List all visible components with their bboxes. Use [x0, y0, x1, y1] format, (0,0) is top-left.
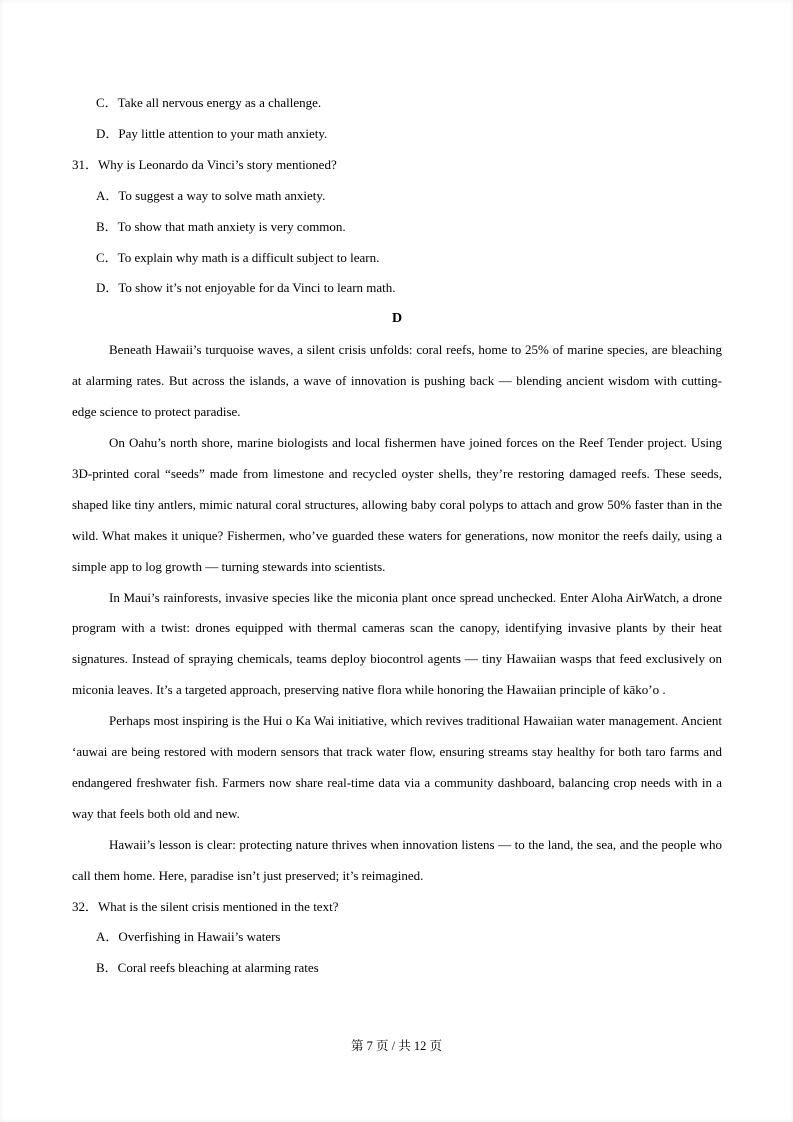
- option-text: Overfishing in Hawaii’s waters: [118, 929, 281, 945]
- question-31-stem: [72, 150, 722, 181]
- option-text: Take all nervous energy as a challenge.: [117, 95, 322, 110]
- option-label: A．: [96, 929, 119, 945]
- option-text: To show it’s not enjoyable for da Vinci to learn math.: [118, 280, 396, 296]
- option-line: [72, 922, 722, 953]
- question-text: Why is Leonardo da Vinci’s story mentioned?: [98, 156, 337, 172]
- option-text: To suggest a way to solve math anxiety.: [118, 187, 326, 203]
- question-32-stem: [72, 892, 722, 923]
- page-footer: [0, 1036, 793, 1056]
- question-text: What is the silent crisis mentioned in the text?: [98, 898, 339, 914]
- option-line: [72, 243, 722, 274]
- option-line: [72, 88, 722, 119]
- option-line: [72, 119, 722, 150]
- passage-paragraph: Beneath Hawaii’s turquoise waves, a silent crisis unfolds: coral reefs, home to 25% of marine species, are bleaching at alarming rates. But across the islands, a wave of innovation is pushing back — blending ancient wisdom with cutting-edge science to protect paradise.: [72, 342, 722, 420]
- option-label: B．: [96, 960, 118, 976]
- passage-paragraph: On Oahu’s north shore, marine biologists and local fishermen have joined forces on the Reef Tender project. Using 3D-printed coral “seeds” made from limestone and recycled oyster shells, they’re restoring damaged reefs. These seeds, shaped like tiny antlers, mimic natural coral structures, allowing baby coral polyps to attach and grow 50% faster than in the wild. What makes it unique? Fishermen, who’ve guarded these waters for generations, now monitor the reefs daily, using a simple app to log growth — turning stewards into scientists.: [72, 434, 722, 574]
- page-number-text: 第 7 页 / 共 12 页: [351, 1039, 442, 1053]
- option-label: A．: [96, 187, 119, 203]
- option-text: Coral reefs bleaching at alarming rates: [117, 960, 319, 976]
- option-label: C．: [96, 249, 118, 265]
- option-label: D．: [96, 125, 119, 141]
- page-content: [72, 88, 722, 984]
- option-line: [72, 953, 722, 984]
- question-number: 32．: [72, 898, 99, 914]
- option-label: B．: [96, 218, 118, 234]
- option-line: [72, 273, 722, 304]
- passage-section-heading: D: [391, 311, 403, 327]
- option-text: To show that math anxiety is very common.: [117, 218, 346, 234]
- option-line: [72, 181, 722, 212]
- passage-paragraph: In Maui’s rainforests, invasive species like the miconia plant once spread unchecked. Enter Aloha AirWatch, a drone program with a twist: drones equipped with thermal cameras scan the canopy, identifying invasive plants by their heat signatures. Instead of spraying chemicals, teams deploy biocontrol agents — tiny Hawaiian wasps that feed exclusively on miconia leaves. It’s a targeted approach, preserving native flora while honoring the Hawaiian principle of kāko’o .: [72, 589, 722, 698]
- passage-paragraph: Perhaps most inspiring is the Hui o Ka Wai initiative, which revives traditional Hawaiian water management. Ancient ‘auwai are being restored with modern sensors that track water flow, ensuring streams stay healthy for both taro farms and endangered freshwater fish. Farmers now share real-time data via a community dashboard, balancing crop needs with in a way that feels both old and new.: [72, 713, 722, 821]
- option-text: To explain why math is a difficult subject to learn.: [117, 249, 380, 265]
- option-label: D．: [96, 280, 119, 296]
- option-line: [72, 212, 722, 243]
- passage-paragraph: Hawaii’s lesson is clear: protecting nature thrives when innovation listens — to the land, the sea, and the people who call them home. Here, paradise isn’t just preserved; it’s reimagined.: [72, 836, 722, 883]
- option-label: C．: [96, 95, 118, 110]
- option-text: Pay little attention to your math anxiety.: [118, 125, 328, 141]
- question-number: 31．: [72, 156, 99, 172]
